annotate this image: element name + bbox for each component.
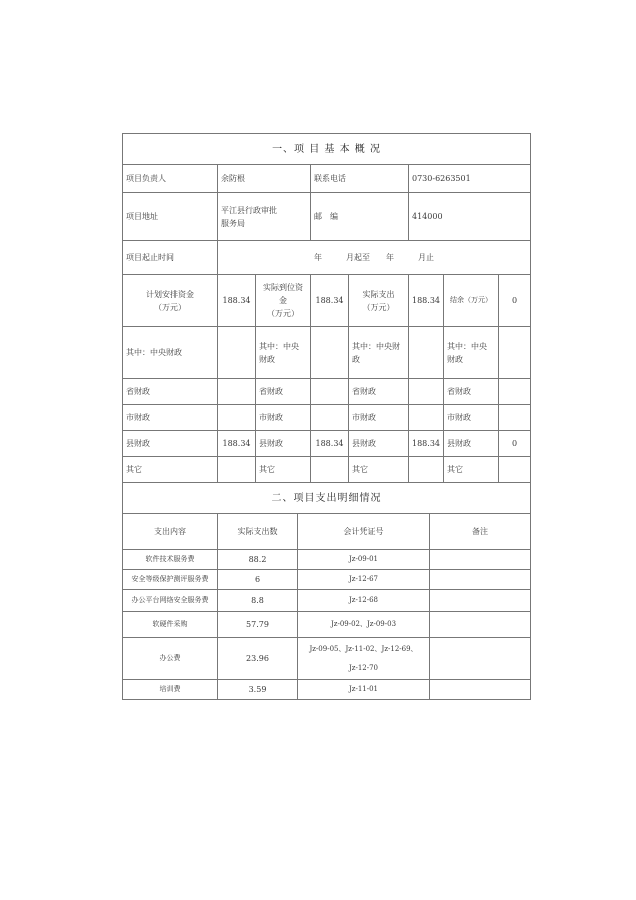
central-c-line2: 财政	[447, 354, 463, 364]
table-row	[123, 590, 531, 612]
province-v2	[311, 379, 349, 405]
spent-funds-label	[349, 275, 409, 327]
central-v3	[409, 327, 444, 379]
funding-form	[122, 133, 530, 700]
row-voucher: Jz-12-67	[298, 570, 430, 590]
city-a: 市财政	[256, 405, 311, 431]
planned-label-line2: （万元）	[154, 302, 186, 312]
postcode-label: 邮 编	[311, 193, 409, 241]
county-c: 县财政	[444, 431, 499, 457]
row-item: 安全等级保护测评服务费	[123, 570, 218, 590]
central-v4	[499, 327, 531, 379]
county-a: 县财政	[256, 431, 311, 457]
row-remark	[430, 550, 531, 570]
period-value: 年 月起至 年 月止	[218, 241, 531, 275]
province-v1	[218, 379, 256, 405]
city-v2	[311, 405, 349, 431]
other-label: 其它	[123, 457, 218, 483]
central-label: 其中：中央财政	[123, 327, 218, 379]
section2-title: 二、项目支出明细情况	[123, 483, 531, 514]
central-c	[444, 327, 499, 379]
responsible-value: 余防根	[218, 165, 311, 193]
table-row	[123, 550, 531, 570]
central-a-line1: 其中：中央	[259, 341, 299, 351]
row-amount: 23.96	[218, 638, 298, 680]
arrived-funds-label	[256, 275, 311, 327]
central-v2	[311, 327, 349, 379]
section1-title: 一、项 目 基 本 概 况	[123, 134, 531, 165]
row-voucher: Jz-11-01	[298, 680, 430, 700]
table-row	[123, 612, 531, 638]
row-voucher	[298, 638, 430, 680]
planned-funds-value: 188.34	[218, 275, 256, 327]
row-amount: 88.2	[218, 550, 298, 570]
other-a: 其它	[256, 457, 311, 483]
row-remark	[430, 570, 531, 590]
city-label: 市财政	[123, 405, 218, 431]
row-item: 办公费	[123, 638, 218, 680]
province-a: 省财政	[256, 379, 311, 405]
table-row	[123, 680, 531, 700]
responsible-label: 项目负责人	[123, 165, 218, 193]
phone-label: 联系电话	[311, 165, 409, 193]
province-v3	[409, 379, 444, 405]
address-line2: 服务局	[221, 218, 245, 228]
table-row	[123, 570, 531, 590]
county-b: 县财政	[349, 431, 409, 457]
county-v2: 188.34	[311, 431, 349, 457]
address-line1: 平江县行政审批	[221, 205, 277, 215]
planned-label-line1: 计划安排资金	[146, 289, 194, 299]
central-b	[349, 327, 409, 379]
row-item: 培训费	[123, 680, 218, 700]
central-c-line1: 其中：中央	[447, 341, 487, 351]
header-amount: 实际支出数	[218, 514, 298, 550]
row-item: 软件技术服务费	[123, 550, 218, 570]
central-b-line1: 其中：中央财	[352, 341, 400, 351]
header-remark: 备注	[430, 514, 531, 550]
row-remark	[430, 612, 531, 638]
arrived-label-line1: 实际到位资	[263, 283, 303, 292]
city-b: 市财政	[349, 405, 409, 431]
row-item: 软硬件采购	[123, 612, 218, 638]
row-amount: 6	[218, 570, 298, 590]
phone-value: 0730-6263501	[409, 165, 531, 193]
city-v4	[499, 405, 531, 431]
province-c: 省财政	[444, 379, 499, 405]
arrived-label-line3: （万元）	[267, 309, 299, 318]
row-voucher: Jz-12-68	[298, 590, 430, 612]
central-a	[256, 327, 311, 379]
spent-label-line2: （万元）	[362, 302, 395, 312]
central-v1	[218, 327, 256, 379]
central-a-line2: 财政	[259, 354, 275, 364]
arrived-funds-value: 188.34	[311, 275, 349, 327]
row-amount: 57.79	[218, 612, 298, 638]
other-v4	[499, 457, 531, 483]
county-v3: 188.34	[409, 431, 444, 457]
planned-funds-label	[123, 275, 218, 327]
other-b: 其它	[349, 457, 409, 483]
row-voucher-line1: Jz-09-05、Jz-11-02、Jz-12-69、	[309, 644, 418, 653]
county-v1: 188.34	[218, 431, 256, 457]
expenditure-detail-table	[122, 482, 531, 700]
row-voucher: Jz-09-02、Jz-09-03	[298, 612, 430, 638]
row-item: 办公平台网络安全服务费	[123, 590, 218, 612]
address-value	[218, 193, 311, 241]
row-remark	[430, 590, 531, 612]
county-v4: 0	[499, 431, 531, 457]
arrived-label-line2: 金	[279, 296, 287, 305]
row-voucher-line2: Jz-12-70	[348, 663, 379, 672]
balance-label: 结余（万元）	[444, 275, 499, 327]
other-v1	[218, 457, 256, 483]
city-v1	[218, 405, 256, 431]
other-c: 其它	[444, 457, 499, 483]
table-row	[123, 638, 531, 680]
county-label: 县财政	[123, 431, 218, 457]
row-remark	[430, 680, 531, 700]
city-c: 市财政	[444, 405, 499, 431]
row-voucher: Jz-09-01	[298, 550, 430, 570]
project-overview-table	[122, 133, 531, 483]
header-item: 支出内容	[123, 514, 218, 550]
province-label: 省财政	[123, 379, 218, 405]
province-v4	[499, 379, 531, 405]
city-v3	[409, 405, 444, 431]
row-amount: 3.59	[218, 680, 298, 700]
header-voucher: 会计凭证号	[298, 514, 430, 550]
row-amount: 8.8	[218, 590, 298, 612]
other-v3	[409, 457, 444, 483]
spent-funds-value: 188.34	[409, 275, 444, 327]
address-label: 项目地址	[123, 193, 218, 241]
spent-label-line1: 实际支出	[362, 289, 395, 299]
balance-value: 0	[499, 275, 531, 327]
other-v2	[311, 457, 349, 483]
province-b: 省财政	[349, 379, 409, 405]
central-b-line2: 政	[352, 354, 360, 364]
row-remark	[430, 638, 531, 680]
postcode-value: 414000	[409, 193, 531, 241]
period-label: 项目起止时间	[123, 241, 218, 275]
